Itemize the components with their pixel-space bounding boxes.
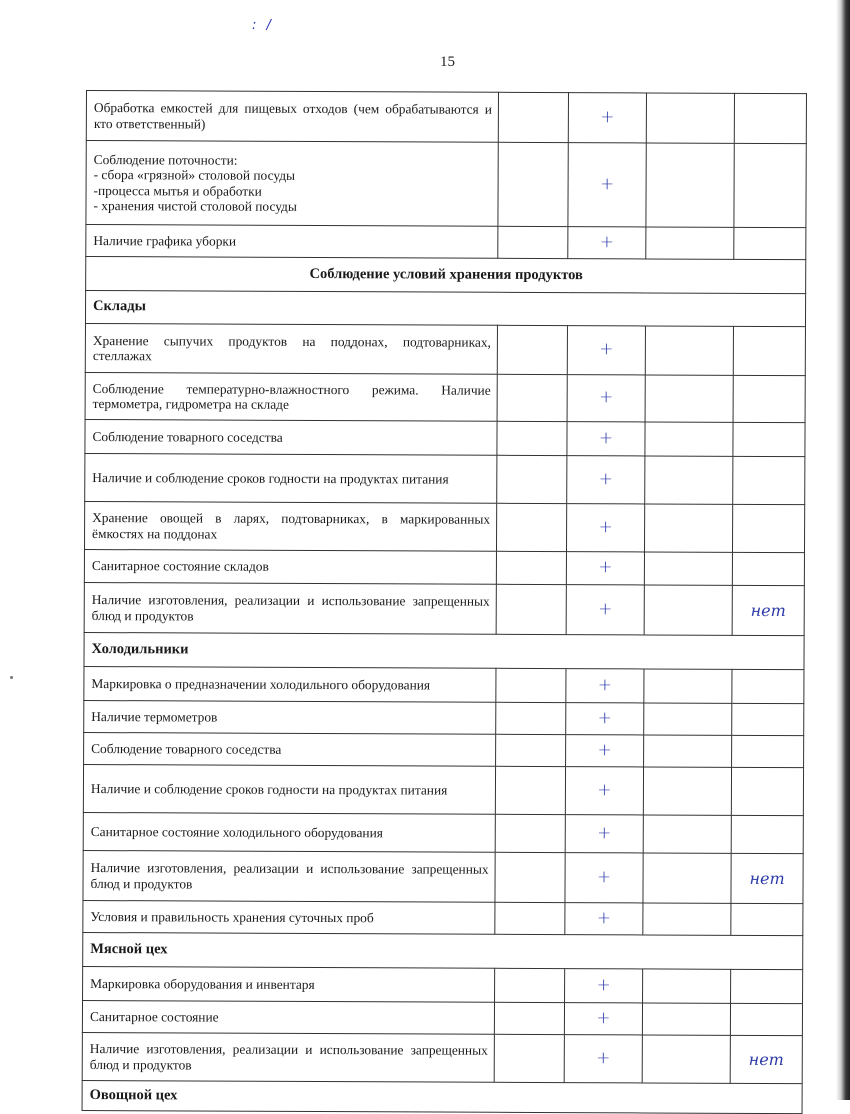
subsection-title: Склады xyxy=(85,291,805,327)
empty-cell xyxy=(643,903,731,935)
empty-cell xyxy=(642,1035,730,1083)
empty-cell xyxy=(496,702,566,734)
empty-cell xyxy=(495,852,565,902)
inspection-checklist-table xyxy=(82,90,807,1114)
empty-cell xyxy=(498,226,568,258)
subsection-title: Холодильники xyxy=(84,632,804,669)
criterion-text: Наличие изготовления, реализации и использование запрещенных блюд и продуктов xyxy=(82,1032,494,1082)
handwritten-note xyxy=(731,767,803,815)
plus-mark: + xyxy=(565,969,643,1003)
table-row xyxy=(83,900,803,935)
handwritten-note xyxy=(732,504,804,552)
plus-mark: + xyxy=(567,456,645,504)
criterion-text: Условия и правильность хранения суточных проб xyxy=(83,900,495,934)
criterion-text xyxy=(86,141,498,227)
section-header-row xyxy=(86,257,806,294)
plus-mark: + xyxy=(568,227,646,259)
criterion-text: Санитарное состояние складов xyxy=(84,549,496,584)
criterion-line: Соблюдение поточности: xyxy=(93,151,238,168)
page-number: 15 xyxy=(440,54,455,70)
empty-cell xyxy=(643,853,731,903)
table-row xyxy=(84,582,804,635)
empty-cell xyxy=(643,815,731,853)
empty-cell xyxy=(644,585,732,635)
table-row xyxy=(82,1032,802,1083)
empty-cell xyxy=(496,584,566,634)
section-title: Соблюдение условий хранения продуктов xyxy=(86,257,806,294)
plus-mark: + xyxy=(566,552,644,585)
table-row xyxy=(86,225,806,260)
table-row xyxy=(84,549,804,585)
criterion-line: - хранения чистой столовой посуды xyxy=(93,198,297,214)
handwritten-note xyxy=(732,669,804,703)
handwritten-note xyxy=(733,375,805,422)
subsection-header-row xyxy=(83,932,803,969)
criterion-text: Соблюдение температурно-влажностного режима. Наличие термометра, гидрометра на складе xyxy=(85,372,497,421)
plus-mark: + xyxy=(566,669,644,703)
handwritten-note xyxy=(731,969,803,1003)
empty-cell xyxy=(644,669,732,703)
plus-mark: + xyxy=(567,422,645,456)
empty-cell xyxy=(496,734,566,766)
plus-mark: + xyxy=(567,326,645,375)
handwritten-note: нет xyxy=(732,585,804,635)
plus-mark: + xyxy=(564,1035,642,1083)
table-row xyxy=(85,323,805,375)
criterion-text: Наличие изготовления, реализации и использование запрещенных блюд и продуктов xyxy=(84,582,496,634)
table-row xyxy=(86,91,806,144)
plus-mark: + xyxy=(565,767,643,815)
criterion-text: Соблюдение товарного соседства xyxy=(84,732,496,766)
empty-cell xyxy=(495,968,565,1002)
plus-mark: + xyxy=(565,903,643,935)
handwritten-note: нет xyxy=(730,1035,802,1083)
table-row xyxy=(85,372,805,422)
table-row xyxy=(85,453,805,504)
empty-cell xyxy=(495,902,565,934)
handwritten-note xyxy=(734,93,806,143)
scan-edge-shadow xyxy=(836,0,850,1100)
subsection-title: Мясной цех xyxy=(83,932,803,969)
table-row xyxy=(84,666,804,703)
criterion-text: Наличие и соблюдение сроков годности на продуктах питания xyxy=(83,764,495,814)
empty-cell xyxy=(645,326,733,375)
empty-cell xyxy=(498,142,568,226)
empty-cell xyxy=(646,93,734,143)
plus-mark: + xyxy=(566,504,644,552)
criterion-text: Маркировка о предназначении холодильного оборудования xyxy=(84,666,496,702)
criterion-text: Санитарное состояние холодильного оборудования xyxy=(83,812,495,852)
criterion-text: Санитарное состояние xyxy=(82,1000,494,1034)
handwritten-note xyxy=(734,227,806,259)
empty-cell xyxy=(496,503,566,551)
empty-cell xyxy=(498,92,568,142)
handwritten-note xyxy=(732,703,804,735)
empty-cell xyxy=(497,374,567,421)
empty-cell xyxy=(644,504,732,552)
table-row xyxy=(84,700,804,735)
criterion-text: Наличие графика уборки xyxy=(86,225,498,259)
handwritten-note xyxy=(732,735,804,767)
criterion-text: Наличие термометров xyxy=(84,700,496,734)
table-row xyxy=(84,732,804,767)
plus-mark: + xyxy=(566,735,644,767)
plus-mark: + xyxy=(568,93,646,143)
scan-speck xyxy=(10,676,13,679)
table-row xyxy=(83,966,803,1003)
criterion-line: - сбора «грязной» столовой посуды xyxy=(93,167,296,183)
empty-cell xyxy=(645,422,733,456)
table-row xyxy=(83,850,803,903)
empty-cell xyxy=(497,455,567,503)
handwritten-note xyxy=(733,456,805,504)
plus-mark: + xyxy=(566,585,644,635)
subsection-header-row xyxy=(82,1080,802,1113)
empty-cell xyxy=(644,552,732,585)
handwritten-note xyxy=(731,903,803,935)
criterion-text: Наличие и соблюдение сроков годности на продуктах питания xyxy=(85,453,497,503)
table-row xyxy=(84,501,804,552)
plus-mark: + xyxy=(566,703,644,735)
handwritten-scribble: : / xyxy=(252,18,274,33)
empty-cell xyxy=(497,421,567,455)
empty-cell xyxy=(495,814,565,852)
plus-mark: + xyxy=(567,375,645,422)
empty-cell xyxy=(497,325,567,374)
table-row xyxy=(83,764,803,815)
empty-cell xyxy=(645,375,733,422)
empty-cell xyxy=(646,227,734,259)
plus-mark: + xyxy=(564,1003,642,1035)
empty-cell xyxy=(494,1002,564,1034)
handwritten-note: нет xyxy=(731,853,803,903)
handwritten-note xyxy=(734,143,806,227)
empty-cell xyxy=(646,143,734,227)
plus-mark: + xyxy=(565,815,643,853)
handwritten-note xyxy=(733,422,805,456)
empty-cell xyxy=(642,1003,730,1035)
subsection-header-row xyxy=(85,291,805,327)
empty-cell xyxy=(496,668,566,702)
empty-cell xyxy=(643,767,731,815)
subsection-header-row xyxy=(84,632,804,669)
handwritten-note xyxy=(732,552,804,585)
empty-cell xyxy=(644,703,732,735)
handwritten-note xyxy=(733,326,805,375)
empty-cell xyxy=(644,735,732,767)
criterion-line: -процесса мытья и обработки xyxy=(93,182,262,199)
subsection-title: Овощной цех xyxy=(82,1080,802,1113)
criterion-text: Хранение овощей в ларях, подтоварниках, в маркированных ёмкостях на поддонах xyxy=(84,501,496,551)
empty-cell xyxy=(495,766,565,814)
empty-cell xyxy=(645,456,733,504)
plus-mark: + xyxy=(565,853,643,903)
handwritten-note xyxy=(730,1003,802,1035)
table-row xyxy=(86,141,806,228)
plus-mark: + xyxy=(568,143,646,227)
table-row xyxy=(83,812,803,853)
criterion-text: Обработка емкостей для пищевых отходов (чем обрабатываются и кто ответственный) xyxy=(86,91,498,143)
criterion-text: Соблюдение товарного соседства xyxy=(85,419,497,455)
handwritten-note xyxy=(731,815,803,853)
criterion-text: Хранение сыпучих продуктов на поддонах, подтоварниках, стеллажах xyxy=(85,323,497,374)
table-row xyxy=(82,1000,802,1035)
empty-cell xyxy=(496,551,566,584)
criterion-text: Наличие изготовления, реализации и использование запрещенных блюд и продуктов xyxy=(83,850,495,902)
empty-cell xyxy=(643,969,731,1003)
empty-cell xyxy=(494,1034,564,1082)
checklist-body xyxy=(82,91,806,1114)
table-row xyxy=(85,419,805,456)
criterion-text: Маркировка оборудования и инвентаря xyxy=(83,966,495,1002)
